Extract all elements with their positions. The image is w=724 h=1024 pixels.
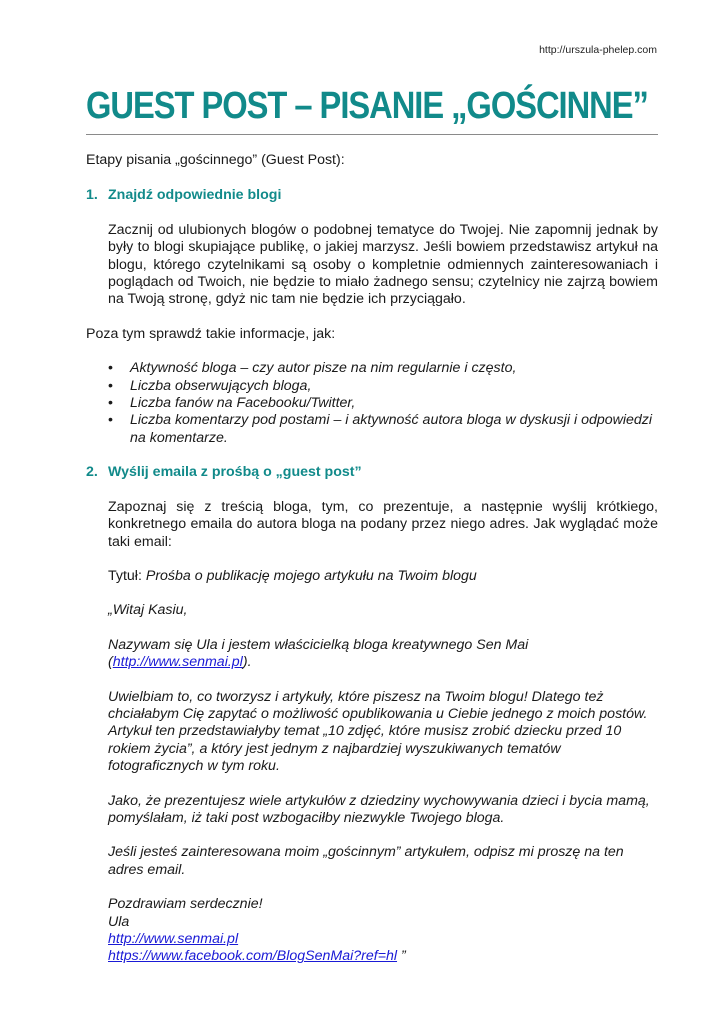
list-item: • Liczba obserwujących bloga, [108,377,312,394]
email-closing: Pozdrawiam serdecznie! [108,896,263,913]
email-subject-label: Tytuł: [108,567,146,584]
senmai-link-inline[interactable]: http://www.senmai.pl [112,654,243,671]
email-link-line-2: https://www.facebook.com/BlogSenMai?ref=hl ” [108,948,406,965]
header-url: http://urszula-phelep.com [539,44,657,56]
bullet-icon: • [108,412,113,429]
email-subject-text: Prośba o publikację mojego artykułu na Twoim blogu [145,567,477,584]
page-title: GUEST POST – PISANIE „GOŚCINNE” [86,85,648,127]
step1-heading-text: Znajdź odpowiednie blogi [108,187,282,204]
title-divider [86,134,658,135]
email-greeting: „Witaj Kasiu, [108,602,188,619]
email-subject [108,568,658,585]
step2-heading-text: Wyślij emaila z prośbą o „guest post” [108,464,362,481]
step1-number: 1. [86,187,98,204]
email-paragraph-3: Jeśli jesteś zainteresowana moim „gościnnym” artykułem, odpisz mi proszę na ten adres email. [108,844,624,878]
step1-heading [86,187,658,204]
list-item: • Liczba komentarzy pod postami – i aktywność autora bloga w dyskusji i odpowiedzi na komentarze. [108,412,653,446]
email-link-line-1 [108,931,658,948]
intro-text: Etapy pisania „gościnnego” (Guest Post): [86,152,345,168]
email-signature: Ula [108,913,130,930]
list-item: • Aktywność bloga – czy autor pisze na nim regularnie i często, [108,360,517,377]
facebook-link[interactable]: https://www.facebook.com/BlogSenMai?ref=hl [108,948,398,965]
step2-paragraph: Zapoznaj się z treścią bloga, tym, co prezentuje, a następnie wyślij krótkiego, konkretnego emaila do autora bloga na podany przez niego adres. Jak wyglądać może taki email: [108,498,658,550]
senmai-link[interactable]: http://www.senmai.pl [108,931,239,947]
list-item: • Liczba fanów na Facebooku/Twitter, [108,395,356,412]
step2-heading [86,464,658,481]
criteria-list [86,360,658,447]
email-intro: Nazywam się Ula i jestem właścicielką bloga kreatywnego Sen Mai (http://www.senmai.pl). [108,636,529,671]
bullet-icon: • [108,360,113,377]
step1-paragraph: Zacznij od ulubionych blogów o podobnej tematyce do Twojej. Nie zapomnij jednak by były to blogi skupiające publikę, o jakiej marzysz. Jeśli bowiem przedstawisz artykuł na blogu, którego czytelnikami są osoby o kompletnie odmiennych zainteresowaniach i poglądach od Twoich, nie będzie to miało żadnego sensu; czytelnicy nie zajrzą bowiem na Twoją stronę, gdyż nic tam nie będzie ich przyciągało. [108,221,658,308]
step2-number: 2. [86,464,98,481]
email-paragraph-2: Jako, że prezentujesz wiele artykułów z dziedziny wychowywania dzieci i bycia mamą, pomyślałam, iż taki post wzbogaciłby niezwykle Twojego bloga. [108,792,650,826]
email-paragraph-1: Uwielbiam to, co tworzysz i artykuły, które piszesz na Twoim blogu! Dlatego też chciałabym Cię zapytać o możliwość opublikowania u Ciebie jednego z moich postów. Artykuł ten przedstawiałyby temat „10 zdjęć, które musisz zrobić dziecku przed 10 rokiem życia”, a który jest jednym z najbardziej wyszukiwanych tematów fotograficznych w tym roku. [108,688,648,775]
check-intro: Poza tym sprawdź takie informacje, jak: [86,325,336,342]
bullet-icon: • [108,395,113,412]
bullet-icon: • [108,377,113,394]
document-body [86,152,658,966]
email-example [108,568,658,966]
